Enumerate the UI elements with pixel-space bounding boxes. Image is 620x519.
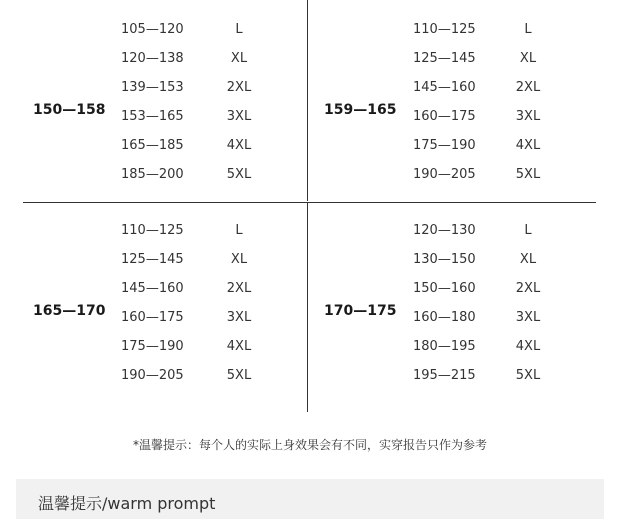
weight-range: 153—165	[121, 109, 184, 124]
height-range-label: 170—175	[324, 303, 397, 319]
weight-range: 120—138	[121, 51, 184, 66]
weight-range: 125—145	[121, 252, 184, 267]
size-value: 3XL	[226, 109, 252, 124]
size-value: 4XL	[515, 339, 541, 354]
size-value: 5XL	[226, 167, 252, 182]
size-value: 4XL	[515, 138, 541, 153]
weight-range: 160—175	[121, 310, 184, 325]
size-value: 5XL	[515, 368, 541, 383]
size-value: 3XL	[515, 310, 541, 325]
weight-range: 130—150	[413, 252, 476, 267]
weight-range: 175—190	[121, 339, 184, 354]
weight-range: 150—160	[413, 281, 476, 296]
weight-range: 190—205	[121, 368, 184, 383]
size-value: 2XL	[226, 80, 252, 95]
size-value: 4XL	[226, 138, 252, 153]
size-group-170-175	[324, 221, 609, 401]
weight-range: 160—180	[413, 310, 476, 325]
size-value: XL	[519, 51, 537, 66]
weight-range: 110—125	[413, 22, 476, 37]
size-value: XL	[230, 51, 248, 66]
weight-range: 185—200	[121, 167, 184, 182]
height-range-label: 165—170	[33, 303, 106, 319]
weight-range: 165—185	[121, 138, 184, 153]
size-value: XL	[519, 252, 537, 267]
horizontal-divider	[23, 202, 596, 203]
fit-disclaimer-note: *温馨提示：每个人的实际上身效果会有不同，实穿报告只作为参考	[132, 438, 487, 452]
size-value: 5XL	[515, 167, 541, 182]
weight-range: 190—205	[413, 167, 476, 182]
weight-range: 110—125	[121, 223, 184, 238]
size-value: 3XL	[515, 109, 541, 124]
weight-range: 175—190	[413, 138, 476, 153]
size-value: 2XL	[226, 281, 252, 296]
size-value: XL	[230, 252, 248, 267]
size-group-159-165	[324, 20, 609, 200]
weight-range: 139—153	[121, 80, 184, 95]
size-value: L	[524, 223, 532, 238]
size-group-150-158	[33, 20, 318, 200]
weight-range: 180—195	[413, 339, 476, 354]
weight-range: 145—160	[121, 281, 184, 296]
weight-range: 160—175	[413, 109, 476, 124]
height-range-label: 159—165	[324, 102, 397, 118]
weight-range: 195—215	[413, 368, 476, 383]
size-value: L	[524, 22, 532, 37]
size-value: 3XL	[226, 310, 252, 325]
size-value: L	[235, 223, 243, 238]
size-value: 5XL	[226, 368, 252, 383]
size-value: 4XL	[226, 339, 252, 354]
height-range-label: 150—158	[33, 102, 106, 118]
size-value: 2XL	[515, 80, 541, 95]
weight-range: 105—120	[121, 22, 184, 37]
warm-prompt-bar	[16, 479, 604, 519]
size-value: 2XL	[515, 281, 541, 296]
weight-range: 125—145	[413, 51, 476, 66]
size-value: L	[235, 22, 243, 37]
weight-range: 145—160	[413, 80, 476, 95]
size-group-165-170	[33, 221, 318, 401]
weight-range: 120—130	[413, 223, 476, 238]
warm-prompt-title: 温馨提示/warm prompt	[38, 494, 216, 513]
